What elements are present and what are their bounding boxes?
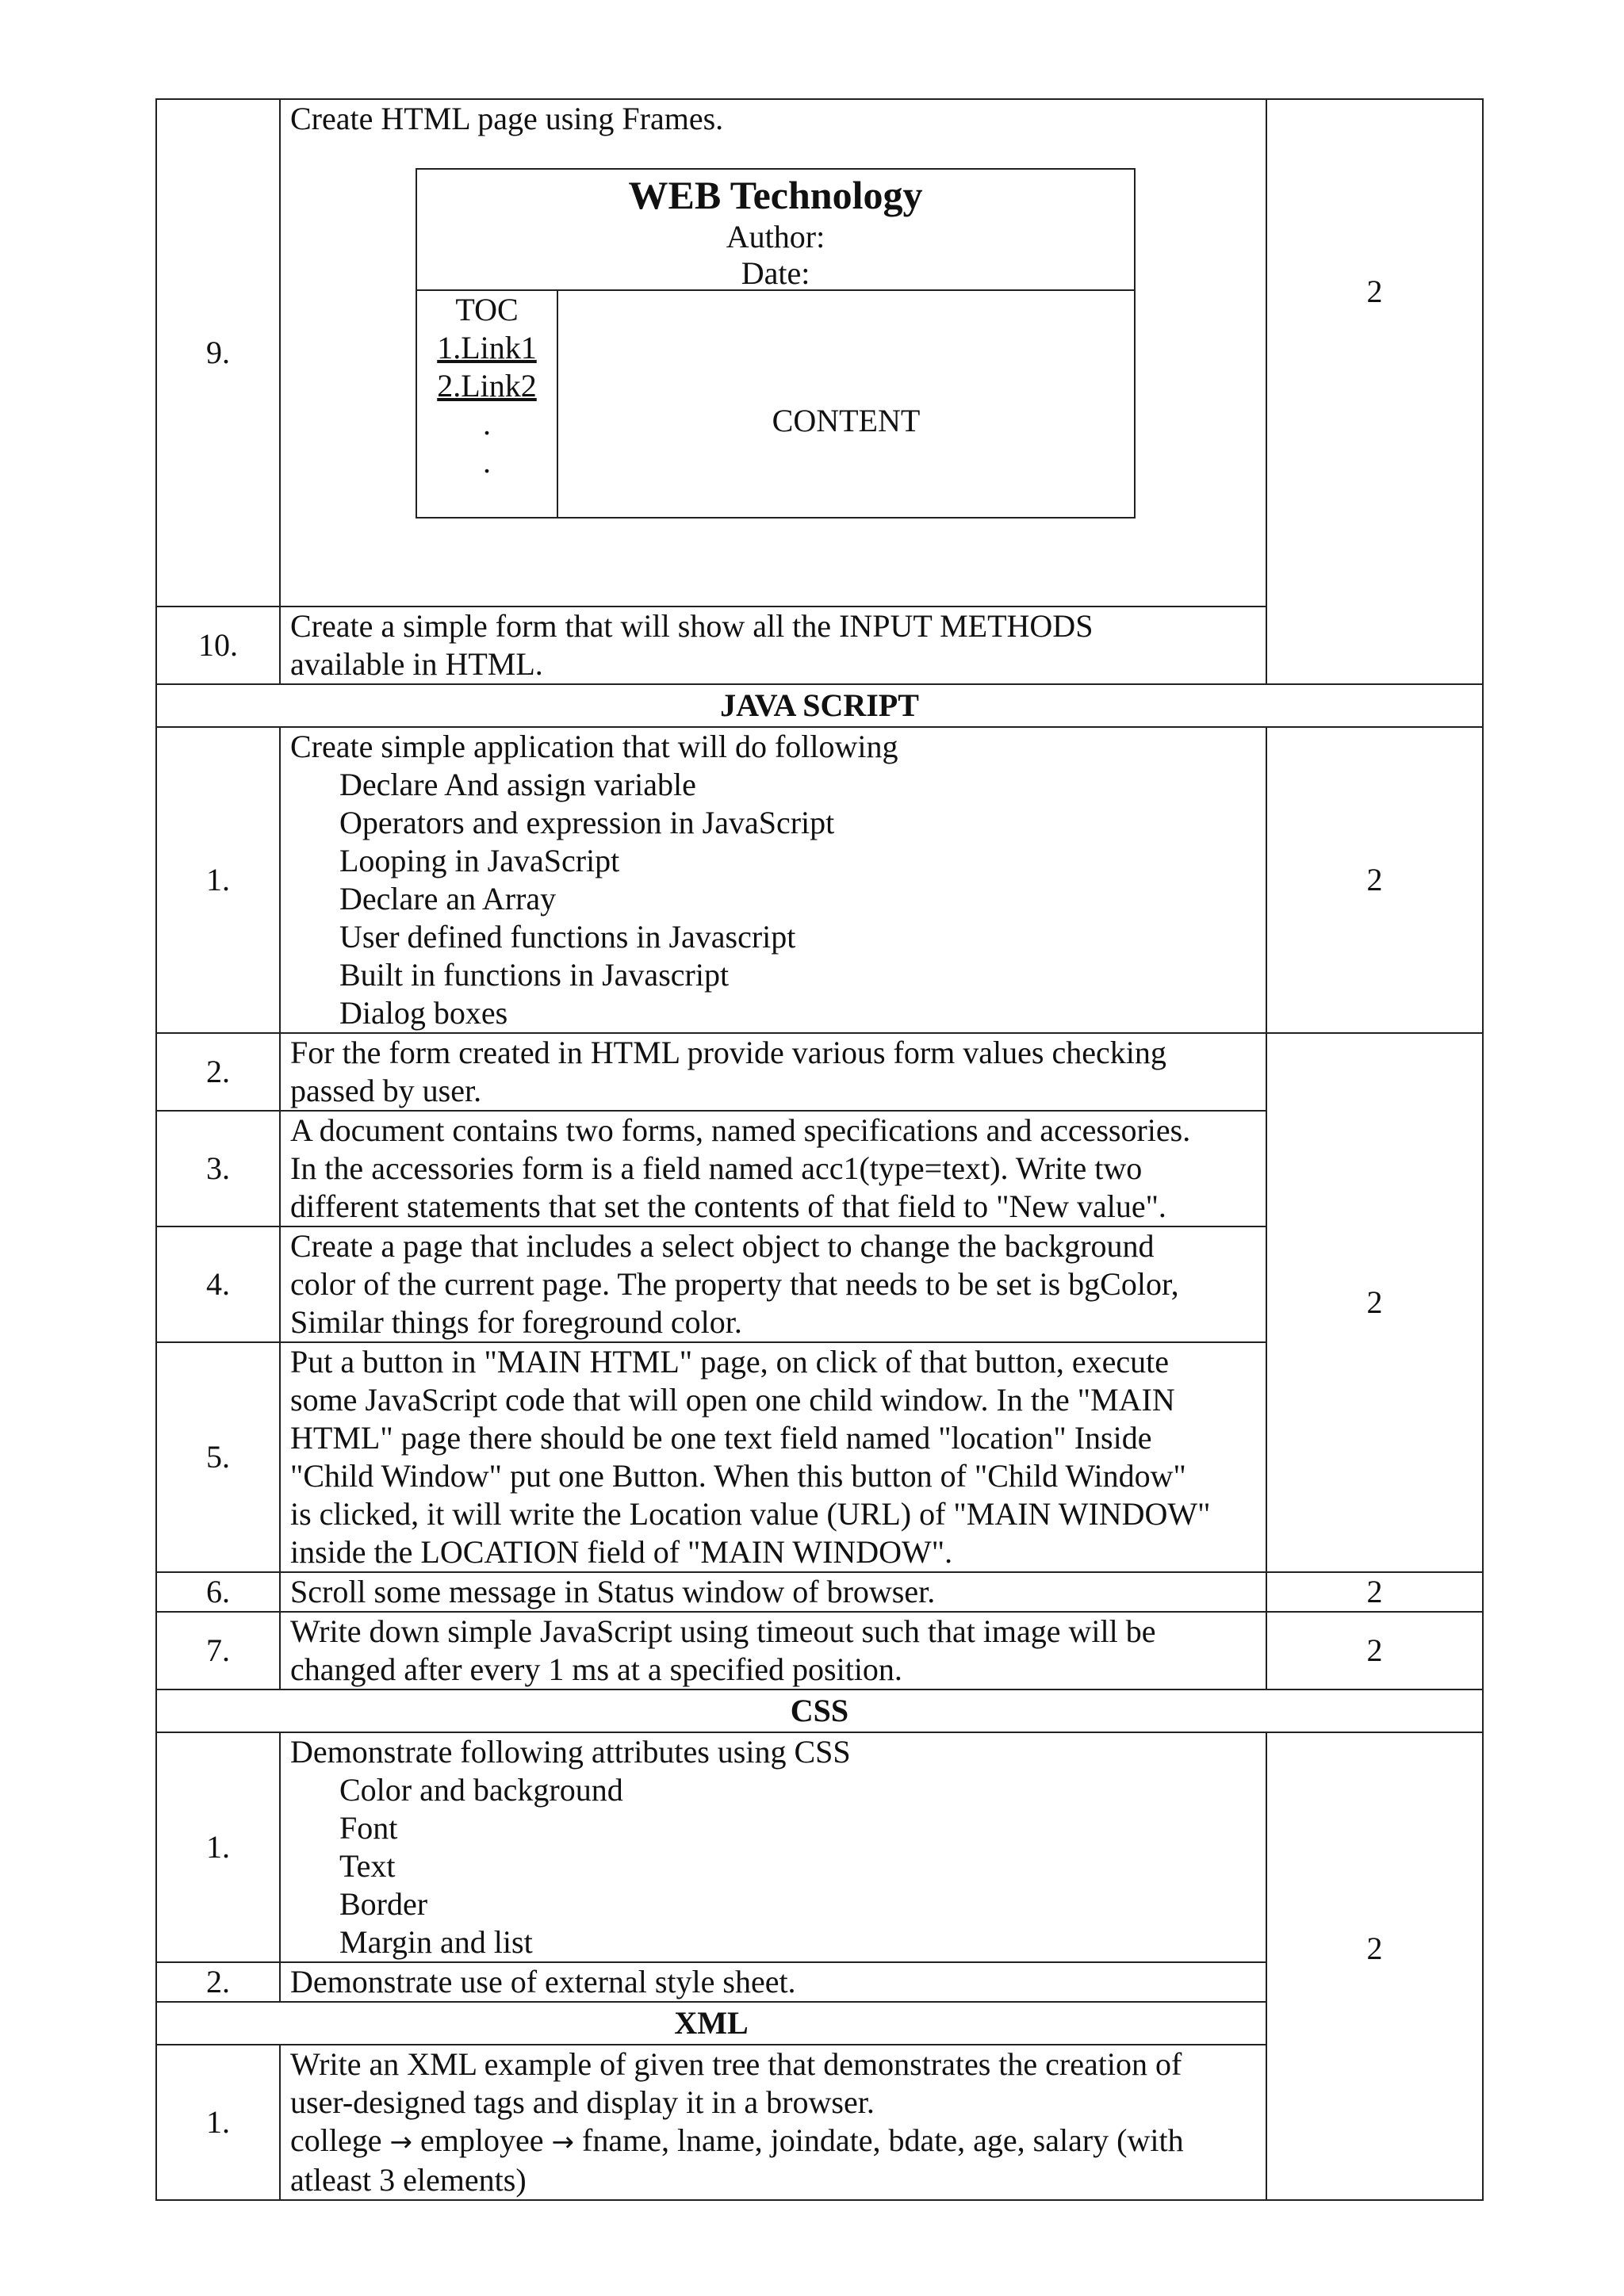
list-item: Looping in JavaScript <box>339 843 620 878</box>
row-description: For the form created in HTML provide various form values checking passed by user. <box>280 1033 1266 1111</box>
toc-heading: TOC <box>455 292 519 327</box>
row-description: Create simple application that will do following Declare And assign variable Operators and expression in JavaScript Looping in JavaScript Declare an Array User defined functions in Javascript Built in functions in Javascript Dialog boxes <box>280 727 1266 1033</box>
row-description: Demonstrate use of external style sheet. <box>280 1962 1266 2002</box>
hours-cell: 2 <box>1266 1572 1483 1612</box>
frame-content: CONTENT <box>772 403 921 438</box>
arrow-right-icon: → <box>551 2126 574 2158</box>
list-item: User defined functions in Javascript <box>339 919 796 955</box>
row-number: 9. <box>156 99 280 607</box>
frame-author: Author: <box>726 219 825 254</box>
row-number: 4. <box>156 1226 280 1342</box>
section-heading-css: CSS <box>156 1689 1483 1732</box>
hours-cell: 2 <box>1266 727 1483 1033</box>
row-description <box>280 99 1266 607</box>
list-item: Declare an Array <box>339 881 557 916</box>
section-heading-javascript: JAVA SCRIPT <box>156 684 1483 727</box>
row-description: Write down simple JavaScript using timeout such that image will be changed after every 1 ms at a specified position. <box>280 1612 1266 1689</box>
row-description: A document contains two forms, named specifications and accessories. In the accessories form is a field named acc1(type=text). Write two different statements that set the contents of that field to "New value". <box>280 1111 1266 1226</box>
row-number: 7. <box>156 1612 280 1689</box>
frame-title: WEB Technology <box>628 173 923 217</box>
row-number: 2. <box>156 1033 280 1111</box>
section-row <box>156 684 1483 727</box>
hours-cell: 2 <box>1266 1732 1483 2200</box>
row-number: 10. <box>156 607 280 684</box>
hours-cell: 2 <box>1266 99 1483 684</box>
row-description: Put a button in "MAIN HTML" page, on click of that button, execute some JavaScript code that will open one child window. In the "MAIN HTML" page there should be one text field named "location" Inside "Child Window" put one Button. When this button of "Child Window" is clicked, it will write the Location value (URL) of "MAIN WINDOW" inside the LOCATION field of "MAIN WINDOW". <box>280 1342 1266 1572</box>
frame-layout-sketch <box>416 168 1136 519</box>
list-item: Built in functions in Javascript <box>339 957 730 993</box>
arrow-right-icon: → <box>389 2126 412 2158</box>
row-description: Create a simple form that will show all the INPUT METHODS available in HTML. <box>280 607 1266 684</box>
row-number: 1. <box>156 2045 280 2200</box>
table-row <box>156 99 1483 607</box>
row-title: Create HTML page using Frames. <box>290 101 724 136</box>
list-item: Operators and expression in JavaScript <box>339 805 835 840</box>
toc-ellipsis: . <box>483 444 491 480</box>
row-number: 5. <box>156 1342 280 1572</box>
xml-tree-line: college → employee → fname, lname, joindate, bdate, age, salary (with <box>290 2122 1184 2158</box>
list-item: Font <box>339 1810 398 1846</box>
row-description: Create a page that includes a select object to change the background color of the current page. The property that needs to be set is bgColor, Similar things for foreground color. <box>280 1226 1266 1342</box>
list-item: Color and background <box>339 1772 623 1808</box>
hours-cell: 2 <box>1266 1033 1483 1572</box>
row-number: 1. <box>156 1732 280 1962</box>
frame-header <box>417 170 1134 291</box>
syllabus-table <box>155 98 1484 2201</box>
toc-link-1: 1.Link1 <box>437 330 537 365</box>
table-row <box>156 1612 1483 1689</box>
row-number: 3. <box>156 1111 280 1226</box>
frame-body <box>417 291 1134 517</box>
list-item: Margin and list <box>339 1924 533 1960</box>
table-row <box>156 1732 1483 1962</box>
row-description: Write an XML example of given tree that demonstrates the creation of user-designed tags and display it in a browser. college → employee → fname, lname, joindate, bdate, age, salary (with atleast 3 elements) <box>280 2045 1266 2200</box>
table-row <box>156 727 1483 1033</box>
list-item: Declare And assign variable <box>339 767 696 802</box>
table-row <box>156 1572 1483 1612</box>
list-item: Border <box>339 1886 428 1922</box>
row-number: 1. <box>156 727 280 1033</box>
row-number: 6. <box>156 1572 280 1612</box>
frame-date: Date: <box>741 255 810 291</box>
section-heading-xml: XML <box>156 2002 1266 2045</box>
list-item: Text <box>339 1848 396 1884</box>
hours-cell: 2 <box>1266 1612 1483 1689</box>
list-item: Dialog boxes <box>339 995 508 1031</box>
row-description: Scroll some message in Status window of browser. <box>280 1572 1266 1612</box>
row-description: Demonstrate following attributes using CSS Color and background Font Text Border Margin and list <box>280 1732 1266 1962</box>
section-row <box>156 1689 1483 1732</box>
row-number: 2. <box>156 1962 280 2002</box>
table-row <box>156 1033 1483 1111</box>
toc-link-2: 2.Link2 <box>437 368 537 404</box>
toc-ellipsis: . <box>483 406 491 442</box>
frame-toc <box>417 291 558 517</box>
